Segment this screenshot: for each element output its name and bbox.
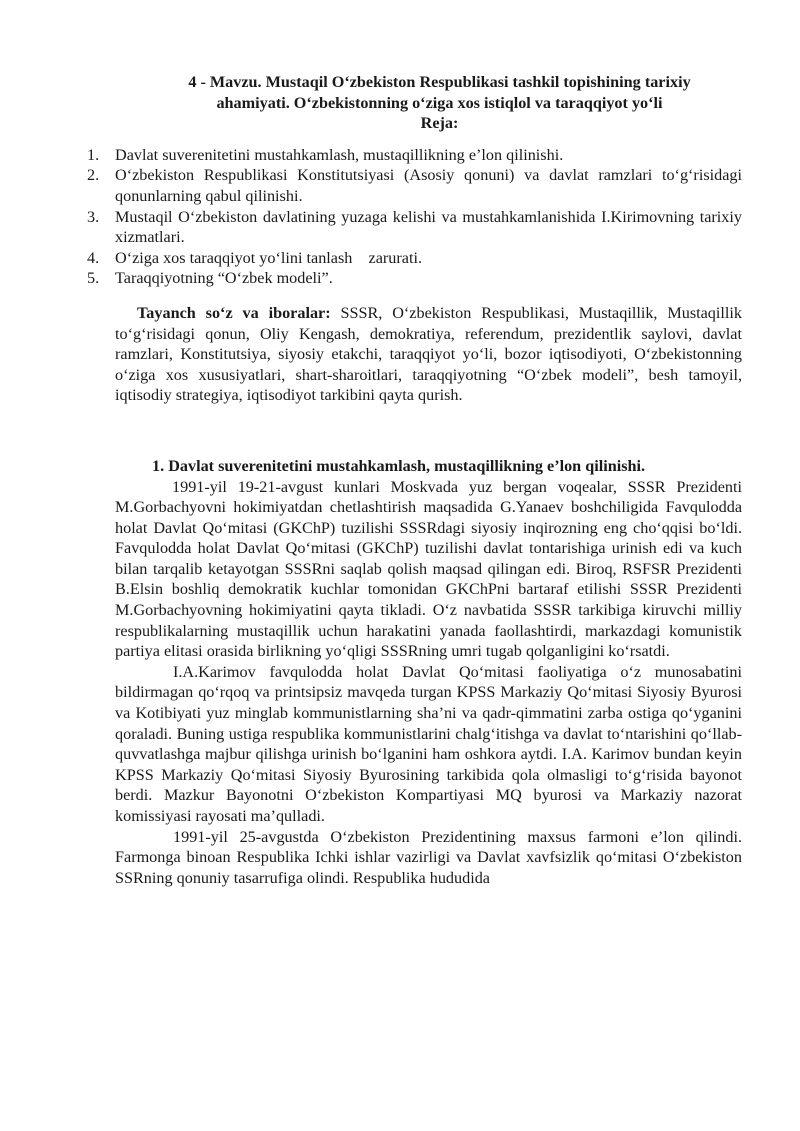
keywords-label: Tayanch so‘z va iboralar:: [137, 303, 331, 322]
plan-item-number: 5.: [87, 269, 100, 288]
plan-item-text: Davlat suverenitetini mustahkamlash, mustaqillikning e’lon qilinishi.: [115, 145, 564, 164]
plan-item: [87, 248, 742, 269]
plan-item: [87, 165, 742, 206]
plan-heading: Reja:: [420, 114, 459, 133]
keywords-text: SSSR, O‘zbekiston Respublikasi, Mustaqillik, Mustaqillik to‘g‘risidagi qonun, Oliy Kengash, demokratiya, referendum, prezidentlik saylovi, davlat ramzlari, Konstitutsiya, siyosiy etakchi, taraqqiyot yo‘li, bozor iqtisodiyoti, O‘zbekistonning o‘ziga xos xususiyatlari, shart-sharoitlari, taraqqiyotning “O‘zbek modeli”, besh tamoyil, iqtisodiy strategiya, iqtisodiyot tarkibini qayta qurish.: [115, 303, 742, 405]
body-paragraph: 1991-yil 25-avgustda O‘zbekiston Prezidentining maxsus farmoni e’lon qilindi. Farmonga binoan Respublika Ichki ishlar vazirligi va Davlat xavfsizlik qo‘mitasi O‘zbekiston SSRning qonuniy tasarrufiga olindi. Respublika hududida: [115, 827, 742, 887]
topic-prefix: 4 - Mavzu: [188, 73, 258, 91]
plan-item: [87, 268, 742, 289]
plan-item-text: O‘ziga xos taraqqiyot yo‘lini tanlash zarurati.: [115, 248, 423, 267]
plan-item-number: 1.: [87, 145, 100, 164]
plan-item-number: 3.: [87, 207, 100, 226]
plan-item-text: Mustaqil O‘zbekiston davlatining yuzaga kelishi va mustahkamlanishida I.Kirimovning tarixiy xizmatlari.: [115, 207, 742, 247]
title-line-1-text: . Mustaqil O‘zbekiston Respublikasi tashkil topishining tarixiy: [257, 73, 691, 91]
keywords-paragraph: [115, 303, 742, 406]
plan-item: [87, 207, 742, 248]
title-line-2: ahamiyati. O‘zbekistonning o‘ziga xos istiqlol va taraqqiyot yo‘li: [216, 93, 663, 112]
plan-item: [87, 145, 742, 166]
plan-item-number: 4.: [87, 248, 100, 267]
section-heading: 1. Davlat suverenitetini mustahkamlash, mustaqillikning e’lon qilinishi.: [152, 456, 646, 475]
document-title: [137, 72, 742, 134]
plan-item-text: O‘zbekiston Respublikasi Konstitutsiyasi (Asosiy qonuni) va davlat ramzlari to‘g‘risidagi qonunlarning qabul qilinishi.: [115, 166, 742, 205]
plan-item-text: Taraqqiyotning “O‘zbek modeli”.: [115, 269, 333, 288]
plan-item-number: 2.: [87, 166, 100, 185]
plan-list: [87, 145, 742, 289]
title-line-1: [137, 72, 742, 93]
body-paragraph: 1991-yil 19-21-avgust kunlari Moskvada yuz bergan voqealar, SSSR Prezidenti M.Gorbachyovni hokimiyatdan chetlashtirish maqsadida G.Yanaev boshchiligida Favqulodda holat Davlat Qo‘mitasi (GKChP) tuzilishi SSSRdagi siyosiy inqirozning eng cho‘qqisi bo‘ldi. Favqulodda holat Davlat Qo‘mitasi (GKChP) tuzilishi davlat tontarishiga urinish edi va kuch bilan tarqalib ketayotgan SSSRni saqlab qolish maqsad qilingan edi. Biroq, RSFSR Prezidenti B.Elsin boshliq demokratik kuchlar tomonidan GKChPni bartaraf etilishi SSSR Prezidenti M.Gorbachyovning hokimiyatini qayta tikladi. O‘z navbatida SSSR tarkibiga kiruvchi milliy respublikalarning mustaqillik uchun harakatini yanada faollashtirdi, markazdagi komunistik partiya elitasi orasida birlikning yo‘qligi SSSRning umri tugab qolganligini ko‘rsatdi.: [115, 477, 742, 661]
body-paragraph: I.A.Karimov favqulodda holat Davlat Qo‘mitasi faoliyatiga o‘z munosabatini bildirmagan qo‘rqoq va printsipsiz mavqeda turgan KPSS Markaziy Qo‘mitasi Siyosiy Byurosi va Kotibiyati yuz minglab kommunistlarning sha’ni va qadr-qimmatini zarba ostiga qo‘yganini qoraladi. Buning ustiga respublika kommunistlarini chalg‘itishga va davlat to‘ntarishini qo‘llab-quvvatlashga majbur qilishga urinish bo‘lganini ham oshkora aytdi. I.A. Karimov bundan keyin KPSS Markaziy Qo‘mitasi Siyosiy Byurosining tarkibida qola olmasligi to‘g‘risida bayonot berdi. Mazkur Bayonotni O‘zbekiston Kompartiyasi MQ byurosi va Markaziy nazorat komissiyasi rayosati ma’qulladi.: [115, 662, 742, 825]
